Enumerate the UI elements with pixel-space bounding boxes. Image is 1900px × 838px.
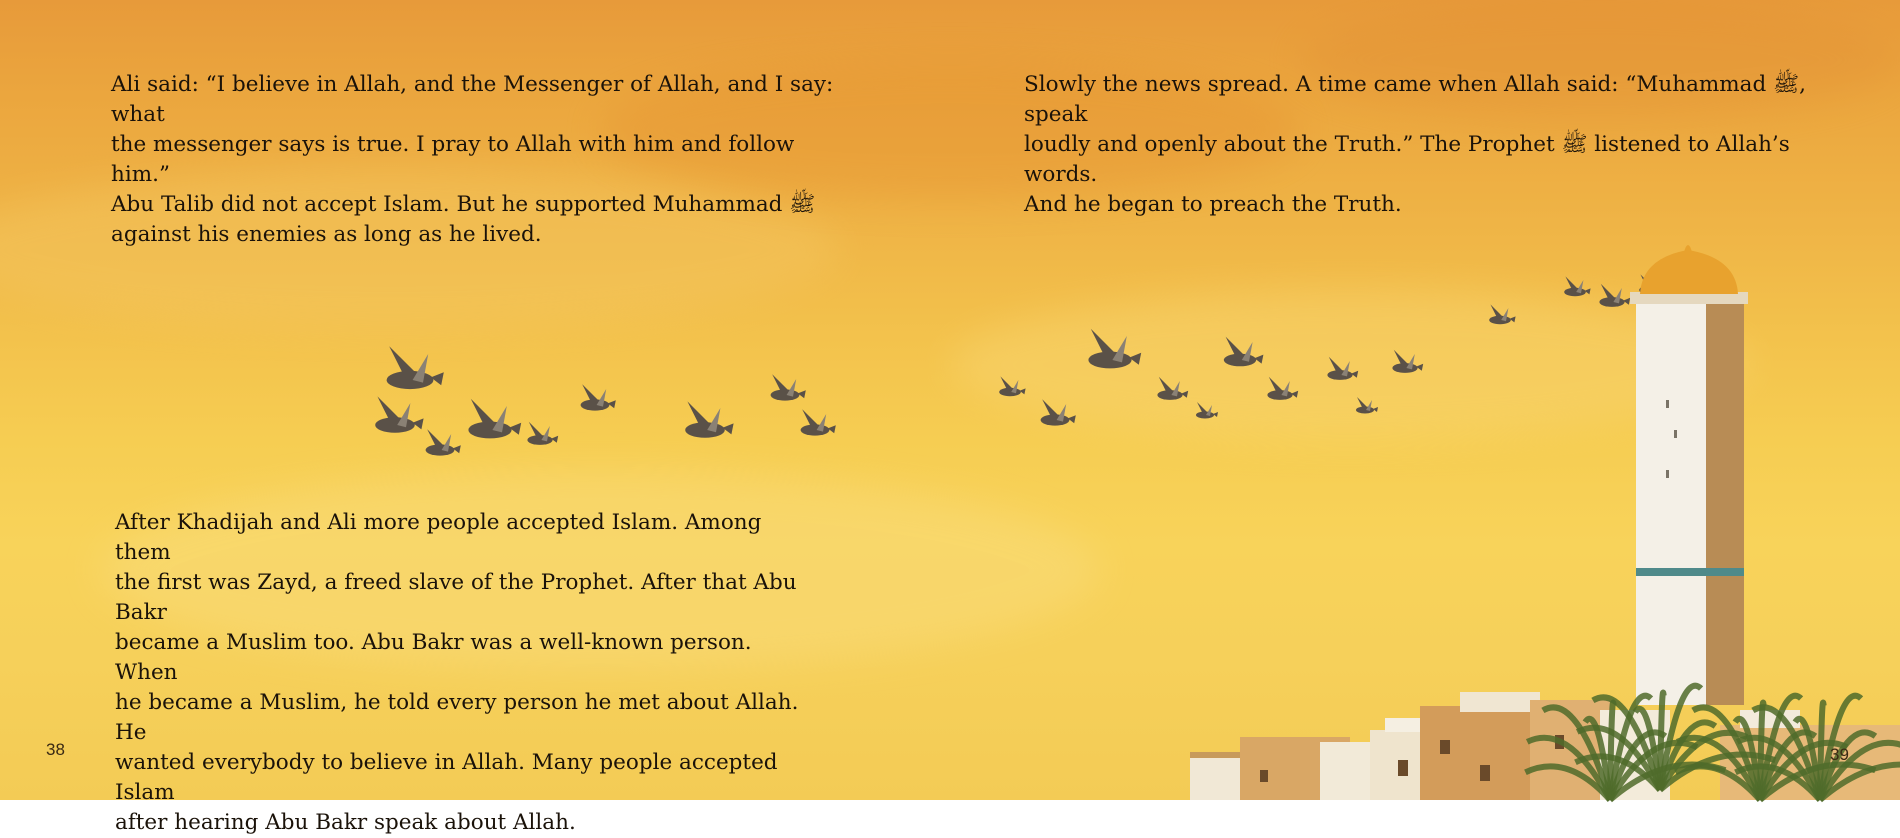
minaret-icon	[1630, 245, 1748, 705]
page-number-left: 38	[46, 740, 65, 759]
page-number-right: 39	[1830, 745, 1849, 764]
left-page-bottom-paragraph: After Khadijah and Ali more people accepted Islam. Among them the first was Zayd, a freed slave of the Prophet. After that Abu Bakr became a Muslim too. Abu Bakr was a well-known person. When he became a Muslim, he told every person he met about Allah. He wanted everybody to believe in Allah. Many people accepted Islam after hearing Abu Bakr speak about Allah.	[115, 510, 799, 835]
right-page-top-paragraph: Slowly the news spread. A time came when Allah said: “Muhammad ﷺ, speak loudly and openly about the Truth.” The Prophet ﷺ listened to Allah’s words. And he began to preach the Truth.	[1024, 72, 1806, 217]
left-page-top-paragraph: Ali said: “I believe in Allah, and the Messenger of Allah, and I say: what the messenger says is true. I pray to Allah with him and follow him.” Abu Talib did not accept Islam. But he supported Muhammad ﷺ against his enemies as long as he lived.	[111, 72, 834, 247]
